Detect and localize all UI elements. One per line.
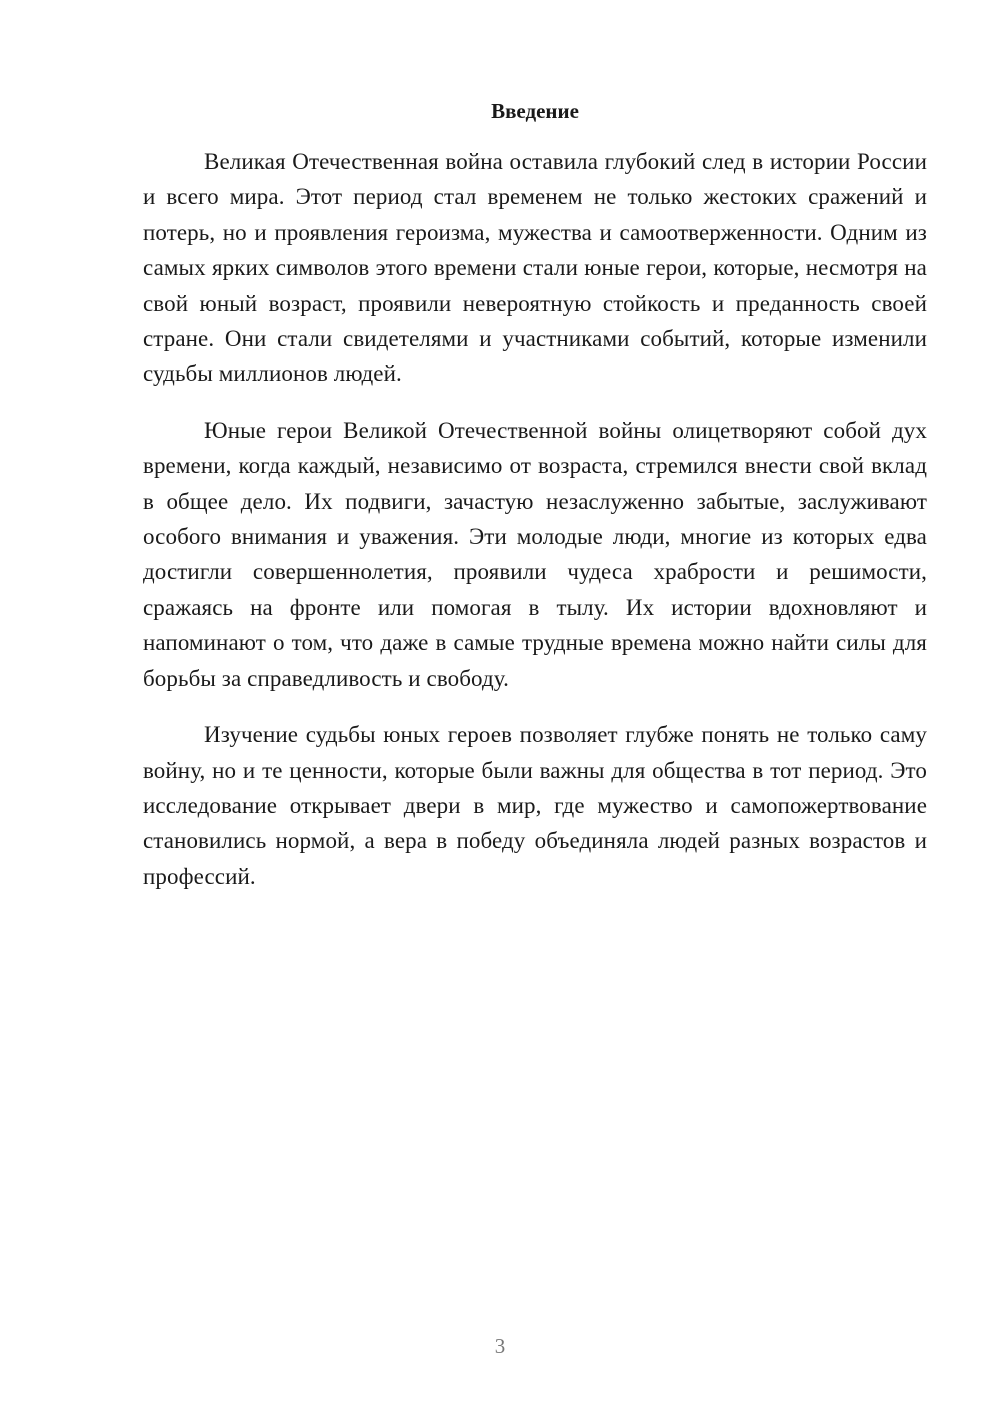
body-text <box>143 144 927 894</box>
paragraph-3: Изучение судьбы юных героев позволяет глубже понять не только саму войну, но и те ценности, которые были важны для общества в тот период. Это исследование открывает двери в мир, где мужество и самопожертвование становились нормой, а вера в победу объединяла людей разных возрастов и профессий. <box>143 722 927 889</box>
paragraph-1: Великая Отечественная война оставила глубокий след в истории России и всего мира. Этот период стал временем не только жестоких сражений и потерь, но и проявления героизма, мужества и самоотверженности. Одним из самых ярких символов этого времени стали юные герои, которые, несмотря на свой юный возраст, проявили невероятную стойкость и преданность своей стране. Они стали свидетелями и участниками событий, которые изменили судьбы миллионов людей. <box>143 149 927 387</box>
page-number: 3 <box>494 1334 506 1358</box>
section-title: Введение <box>491 99 579 123</box>
paragraph-2: Юные герои Великой Отечественной войны олицетворяют собой дух времени, когда каждый, независимо от возраста, стремился внести свой вклад в общее дело. Их подвиги, зачастую незаслуженно забытые, заслуживают особого внимания и уважения. Эти молодые люди, многие из которых едва достигли совершеннолетия, проявили чудеса храбрости и решимости, сражаясь на фронте или помогая в тылу. Их истории вдохновляют и напоминают о том, что даже в самые трудные времена можно найти силы для борьбы за справедливость и свободу. <box>143 417 927 691</box>
